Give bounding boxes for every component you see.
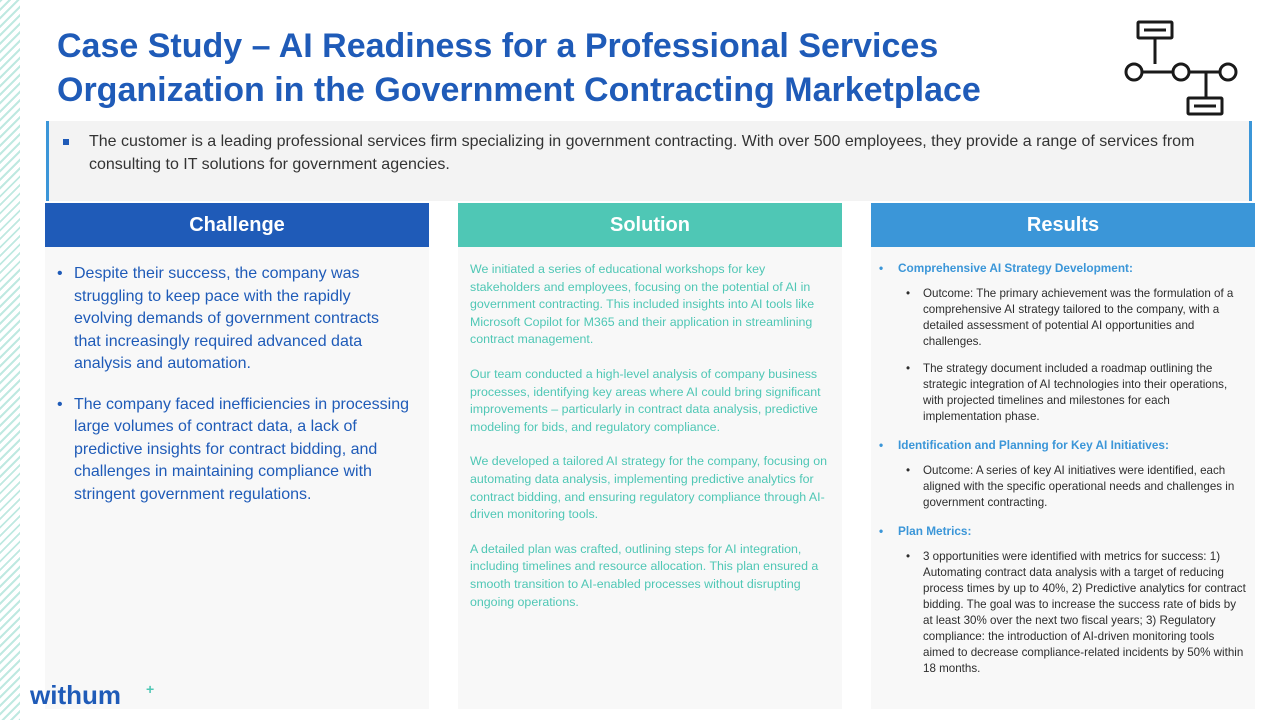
challenge-list (45, 247, 429, 506)
solution-paragraph: We initiated a series of educational workshops for key stakeholders and employees, focusing on the potential of AI in government contracting. This included insights into AI tools like Microsoft Copilot for M365 and their application in streamlining contract management. (470, 262, 815, 347)
bullet-icon: • (906, 550, 911, 563)
bullet-icon: • (57, 395, 63, 413)
bullet-icon: • (879, 438, 884, 452)
results-body (871, 247, 1255, 677)
list-item (57, 263, 409, 376)
results-section-title (879, 260, 1247, 276)
title-line-1: Case Study – AI Readiness for a Professional Services (57, 27, 939, 65)
solution-column (458, 203, 842, 709)
list-item (906, 286, 1247, 350)
results-list (879, 463, 1247, 511)
solution-heading: Solution (458, 203, 842, 247)
intro-panel (46, 121, 1252, 201)
list-item (906, 361, 1247, 425)
page-title (57, 24, 1097, 112)
results-heading: Results (871, 203, 1255, 247)
bullet-icon: • (879, 261, 884, 275)
list-item (906, 463, 1247, 511)
results-column (871, 203, 1255, 709)
intro-text: The customer is a leading professional services firm specializing in government contracting. With over 500 employees, they provide a range of services from consulting to IT solutions for government agencies. (89, 133, 1195, 173)
process-flow-icon (1120, 18, 1242, 118)
challenge-text: Despite their success, the company was struggling to keep pace with the rapidly evolving demands of government contracts that increasingly required advanced data analysis and automation. (74, 265, 380, 372)
title-line-2: Organization in the Government Contracting Marketplace (57, 71, 981, 109)
results-section-title (879, 523, 1247, 539)
bullet-icon: • (879, 524, 884, 538)
results-item-text: Outcome: The primary achievement was the formulation of a comprehensive AI strategy tailored to the company, with a detailed assessment of potential AI opportunities and challenges. (923, 287, 1234, 348)
list-item (57, 394, 409, 507)
solution-paragraph: Our team conducted a high-level analysis of company business processes, identifying key areas where AI could bring significant improvements – particularly in contract data analysis, predictive modeling for bids, and regulatory compliance. (470, 366, 821, 434)
bullet-icon: • (906, 287, 911, 300)
results-item-text: Outcome: A series of key AI initiatives were identified, each aligned with the specific operational needs and challenges in government contracting. (923, 464, 1235, 509)
list-item (906, 549, 1247, 677)
results-item-text: The strategy document included a roadmap outlining the strategic integration of AI technologies into their operations, with projected timelines and milestones for each implementation phase. (923, 362, 1228, 423)
bullet-icon: • (906, 362, 911, 375)
square-bullet-icon (63, 139, 69, 145)
results-list (879, 549, 1247, 677)
results-item-text: 3 opportunities were identified with metrics for success: 1) Automating contract data analysis with a target of reducing process times by up to 40%, 2) Predictive analytics for contract bidding. The goal was to increase the success rate of bids by at least 30% over the next two fiscal years; 3) Regulatory compliance: the introduction of AI-driven monitoring tools aimed to decrease compliance-related incidents by 50% within 18 months. (923, 550, 1246, 675)
bullet-icon: • (57, 265, 63, 282)
results-section-title-text: Comprehensive AI Strategy Development: (898, 261, 1133, 275)
decorative-stripes (0, 0, 20, 720)
withum-logo: withum (30, 680, 121, 710)
results-section-title (879, 437, 1247, 453)
logo-plus-icon: + (146, 681, 155, 697)
challenge-column (45, 203, 429, 709)
solution-paragraph: A detailed plan was crafted, outlining steps for AI integration, including timelines and resource allocation. This plan ensured a smooth transition to AI-enabled processes without disrupting ongoing operations. (470, 541, 819, 609)
solution-paragraph: We developed a tailored AI strategy for the company, focusing on automating data analysis, implementing predictive analytics for contract bidding, and ensuring regulatory compliance through AI-driven monitoring tools. (470, 454, 828, 522)
results-section-title-text: Identification and Planning for Key AI Initiatives: (898, 438, 1169, 452)
solution-body (458, 247, 842, 611)
challenge-heading: Challenge (45, 203, 429, 247)
bullet-icon: • (906, 464, 911, 477)
challenge-text: The company faced inefficiencies in processing large volumes of contract data, a lack of predictive insights for contract bidding, and challenges in maintaining compliance with stringent government regulations. (74, 395, 409, 503)
results-list (879, 286, 1247, 425)
results-section-title-text: Plan Metrics: (898, 524, 972, 538)
